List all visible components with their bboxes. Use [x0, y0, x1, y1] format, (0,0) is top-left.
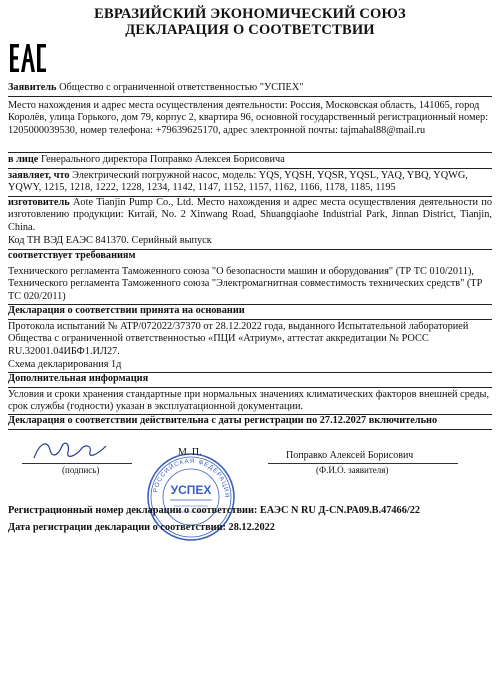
registration-number: Регистрационный номер декларации о соответствии: ЕАЭС N RU Д-CN.РА09.В.47466/22: [8, 505, 421, 516]
manufacturer-label: изготовитель: [8, 197, 70, 208]
seal-place-label: М. П.: [178, 447, 202, 458]
stamp-ring-text: РОССИЙСКАЯ ФЕДЕРАЦИЯ: [152, 457, 231, 499]
divider: [8, 319, 492, 320]
declaration-scheme: Схема декларирования 1д: [8, 359, 122, 370]
requirements-label: [8, 250, 492, 262]
document-title-line1: ЕВРАЗИЙСКИЙ ЭКОНОМИЧЕСКИЙ СОЮЗ: [94, 6, 406, 22]
representative-line: [8, 154, 492, 166]
divider: [8, 152, 492, 153]
product-code: Код ТН ВЭД ЕАЭС 841370. Серийный выпуск: [8, 235, 212, 246]
applicant-label: Заявитель: [8, 82, 57, 93]
manufacturer-text: Aote Tianjin Pump Co., Ltd. Место нахождения и адрес места осуществления деятельности по изготовлению продукции: Китай, No. 2 Xinwang Road, Shuangqiaohe Industrial Park, Jinnan District, Tianjin, China.: [8, 197, 493, 233]
additional-label: [8, 373, 492, 385]
representative-label: в лице: [8, 154, 39, 165]
name-caption: (Ф.И.О. заявителя): [316, 465, 389, 475]
divider: [8, 168, 492, 169]
declares-text: Электрический погружной насос, модель: YQS, YQSH, YQSR, YQSL, YAQ, YBQ, YQWG, YQWY, 1215, 1218, 1222, 1228, 1234, 1142, 1147, 1152, 1157, 1162, 1166, 1178, 1185, 1195: [8, 170, 468, 194]
registration-date: Дата регистрации декларации о соответствии: 28.12.2022: [8, 522, 275, 533]
requirements-text: Технического регламента Таможенного союза "О безопасности машин и оборудования" (ТР ТС 010/2011), Технического регламента Таможенного союза "Электромагнитная совместимость технических средств" (ТР ТС 020/2011): [8, 266, 483, 302]
representative-text: Генерального директора Поправко Алексея Борисовича: [40, 154, 285, 165]
basis-label: [8, 305, 492, 317]
applicant-name: Общество с ограниченной ответственностью "УСПЕХ": [59, 82, 304, 93]
basis-label-text: Декларация о соответствии принята на основании: [8, 305, 245, 316]
divider: [8, 429, 492, 430]
declares-label: заявляет, что: [8, 170, 70, 181]
document-title-line2: ДЕКЛАРАЦИЯ О СООТВЕТСТВИИ: [125, 22, 375, 38]
declares-block: [8, 170, 492, 195]
manufacturer-block: [8, 197, 492, 234]
stamp-center-text: УСПЕХ: [170, 483, 212, 497]
additional-label-text: Дополнительная информация: [8, 373, 149, 384]
requirements-label-text: соответствует требованиям: [8, 250, 136, 261]
divider: [8, 387, 492, 388]
applicant-signatory-name: Поправко Алексей Борисович: [286, 450, 414, 461]
signature-line: [22, 463, 132, 464]
applicant-address: Место нахождения и адрес места осуществления деятельности: Россия, Московская область, 141065, город Королёв, улица Горького, дом 79, корпус 2, квартира 96, основной государственный регистрационный номер: 1205000039530, номер телефона: +79639625170, адрес электронной почты: tajmahal88@mail.ru: [8, 100, 489, 136]
name-line: [268, 463, 458, 464]
applicant-line: [8, 82, 492, 94]
validity-text: Декларация о соответствии действительна с даты регистрации по 27.12.2027 включительно: [8, 415, 438, 426]
signature-caption: (подпись): [62, 465, 100, 475]
eac-logo: [10, 44, 46, 72]
basis-text: Протокола испытаний № ATP/072022/37370 от 28.12.2022 года, выданного Испытательной лабораторией Общества с ограниченной ответственностью «ПЦИ «Атриум», аттестат аккредитации № РОСС RU.32001.04ИБФ1.ИЛ27.: [8, 321, 469, 357]
additional-text: Условия и сроки хранения стандартные при нормальных значениях климатических факторов внешней среды, срок службы (годности) указан в эксплуатационной документации.: [8, 389, 490, 413]
divider: [8, 96, 492, 97]
